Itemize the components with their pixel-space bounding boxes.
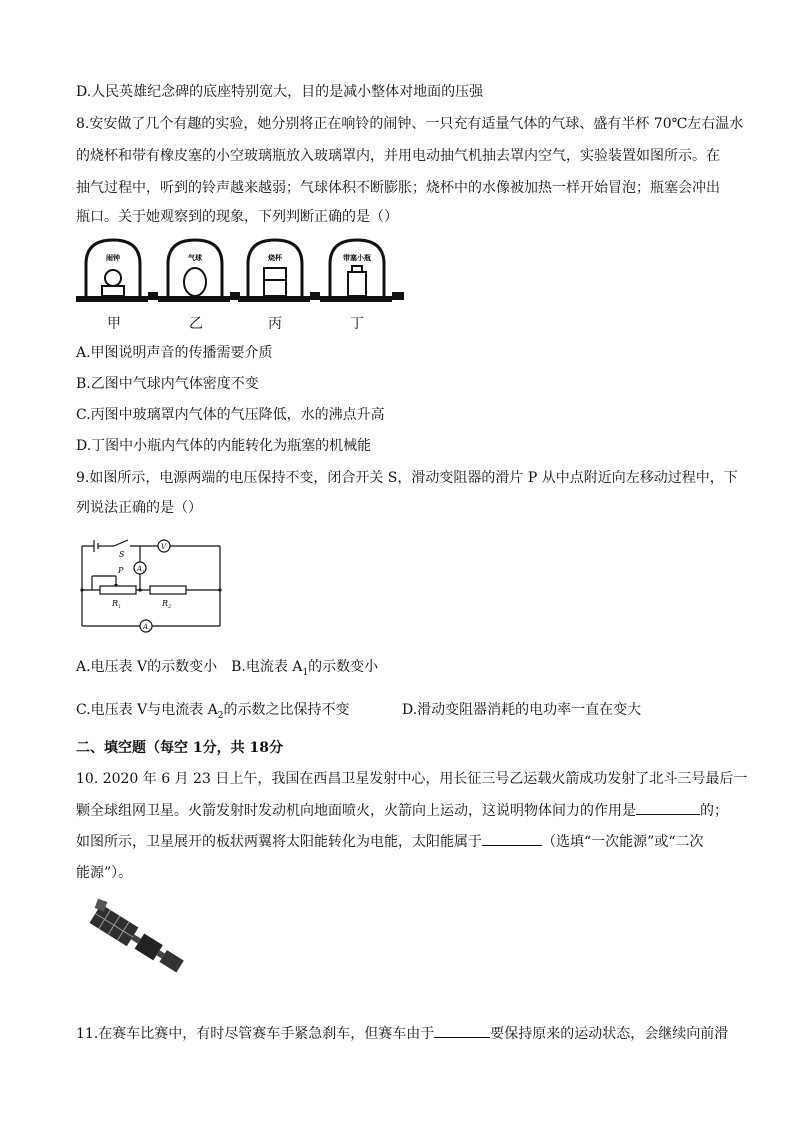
q7-option-d: D.人民英雄纪念碑的底座特别宽大，目的是减小整体对地面的压强 [76,84,484,100]
ammeter-1-sub: 1 [142,569,145,574]
ammeter-1-label: A [137,565,143,573]
q8-stem-line-3: 抽气过程中，听到的铃声越来越弱；气球体积不断膨胀；烧杯中的水像被加热一样开始冒泡；瓶塞会冲出 [76,180,720,196]
caption-jia: 甲 [107,316,121,332]
pump-4 [392,292,404,300]
q8-option-c: C.丙图中玻璃罩内气体的气压降低，水的沸点升高 [76,407,385,423]
switch-label: S [119,550,125,559]
satellite-image [78,898,190,994]
bell-jar-1 [86,240,140,296]
pump-3 [310,292,320,300]
q10-line-3: 如图所示，卫星展开的板状两翼将太阳能转化为电能，太阳能属于 （选填“一次能源”或“二次 [76,831,703,852]
balloon-icon [184,268,206,296]
pump-1 [148,292,158,300]
q9-stem-line-2: 列说法正确的是（） [76,500,202,516]
caption-yi: 乙 [189,316,203,332]
switch-blade [114,540,128,546]
section-2-heading: 二、填空题（每空 1分，共 18分 [76,740,283,756]
q9-options-ab [76,657,378,683]
slider-label: P [118,566,124,575]
q10-blank-2[interactable] [482,831,542,846]
caption-ding: 丁 [350,316,364,332]
q9-circuit-diagram [78,538,228,638]
q8-stem-line-4: 瓶口。关于她观察到的现象，下列判断正确的是（） [76,209,398,225]
q8-option-d: D.丁图中小瓶内气体的内能转化为瓶塞的机械能 [76,438,372,454]
clock-stand [102,286,124,296]
q10-line-4: 能源”）。 [76,865,133,881]
q9-option-a: A.电压表 V的示数变小 [76,659,218,675]
beaker-icon [264,268,286,296]
q9-option-d: D.滑动变阻器消耗的电功率一直在变大 [402,702,642,718]
r2-label: R [162,599,169,608]
jar-label-2: 气球 [188,254,202,262]
alarm-clock-icon [105,270,121,286]
q8-option-b: B.乙图中气球内气体密度不变 [76,376,259,392]
q10-line-1: 10. 2020 年 6 月 23 日上午，我国在西昌卫星发射中心，用长征三号乙运载火箭成功发射了北斗三号最后一 [76,771,748,787]
q8-bell-jar-figure [76,234,416,334]
r1-resistor [100,586,136,594]
ammeter-2-sub: 2 [148,627,151,632]
ammeter-2-label: A [143,623,149,631]
q11-blank-1[interactable] [434,1023,490,1038]
r2-resistor [150,586,186,594]
caption-bing: 丙 [268,316,282,332]
small-bottle-icon [348,272,366,296]
voltmeter-label: V [161,543,167,551]
pump-2 [230,292,240,300]
jar-label-1: 闹钟 [106,254,120,262]
r2-sub: 2 [168,604,172,610]
q9-option-b: B.电流表 $A_1$的示数变小 [231,659,379,678]
bell-jar-4 [330,240,384,296]
jar-label-4: 带塞小瓶 [343,254,371,262]
q8-stem-line-1: 8.安安做了几个有趣的实验，她分别将正在响铃的闹钟、一只充有适量气体的气球、盛有半杯 70℃左右温水 [76,116,744,132]
r1-label: R [112,599,119,608]
q11-line-1: 11.在赛车比赛中，有时尽管赛车手紧急刹车，但赛车由于 要保持原来的运动状态，会继续向前滑 [76,1023,728,1044]
q10-blank-1[interactable] [636,800,700,815]
q8-option-a: A.甲图说明声音的传播需要介质 [76,345,273,361]
q9-option-c: C.电压表 V与电流表 $A_2$的示数之比保持不变 [76,702,350,721]
r1-sub: 1 [118,604,122,610]
jar-label-3: 烧杯 [268,254,282,262]
q8-stem-line-2: 的烧杯和带有橡皮塞的小空玻璃瓶放入玻璃罩内，并用电动抽气机抽去罩内空气，实验装置如图所示。在 [76,148,720,164]
q9-stem-line-1: 9.如图所示，电源两端的电压保持不变，闭合开关 S，滑动变阻器的滑片 P 从中点附近向左移动过程中，下 [76,470,738,486]
q10-line-2: 颗全球组网卫星。火箭发射时发动机向地面喷火，火箭向上运动，这说明物体间力的作用是 的； [76,800,728,821]
